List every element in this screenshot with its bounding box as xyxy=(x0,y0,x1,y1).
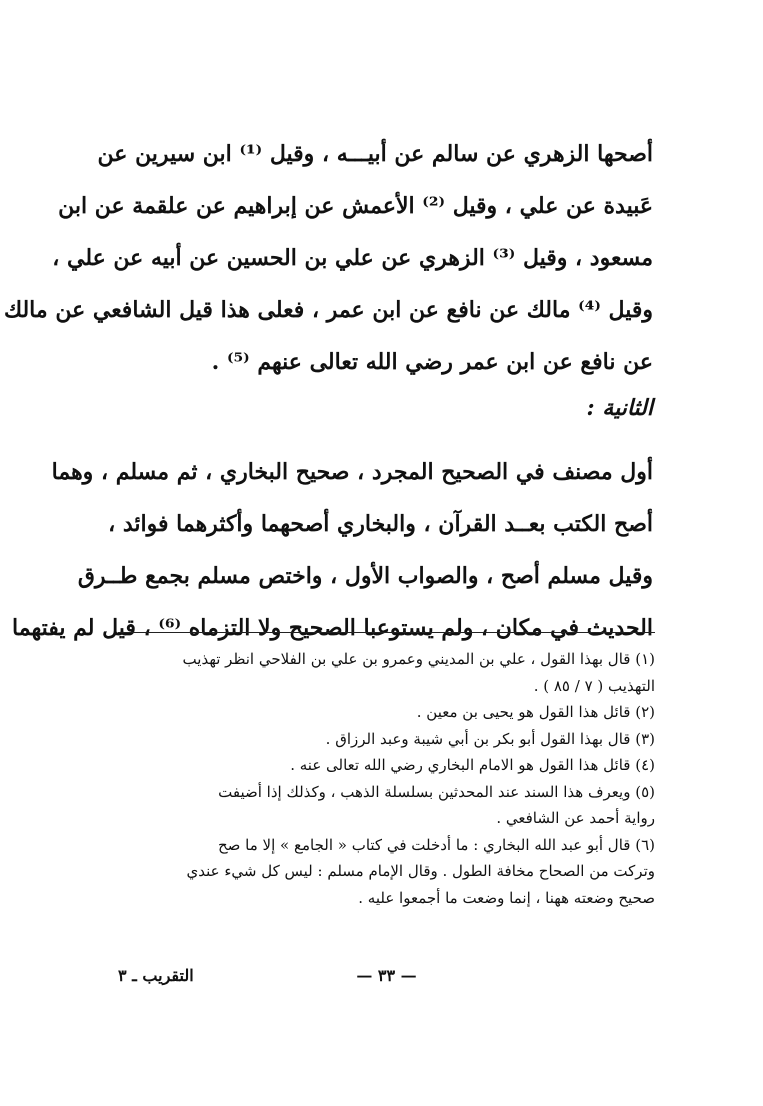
footnote-line: وتركت من الصحاح مخافة الطول . وقال الإمام مسلم : ليس كل شيء عندي xyxy=(186,862,655,880)
footnote-line: التهذيب ( ٧ / ٨٥ ) . xyxy=(533,676,655,695)
text-line: وقيل مسلم أصح ، والصواب الأول ، واختص مسلم بجمع طــرق xyxy=(77,563,653,589)
footnote-line: (٤) قائل هذا القول هو الامام البخاري رضي الله تعالى عنه . xyxy=(290,756,655,774)
text-line: الحديث في مكان ، ولم يستوعبا الصحيح ولا التزماه ⁽⁶⁾ ، قيل لم يفتهما xyxy=(12,615,653,641)
footnote-line: (٣) قال بهذا القول أبو بكر بن أبي شيبة وعبد الرزاق . xyxy=(325,729,655,748)
footnote-line: (١) قال بهذا القول ، علي بن المديني وعمرو بن علي بن الفلاحي انظر تهذيب xyxy=(182,650,655,668)
book-label: التقريب ـ ٣ xyxy=(118,966,194,985)
footnote-line: صحيح وضعته ههنا ، إنما وضعت ما أجمعوا عليه . xyxy=(358,888,655,907)
text-line: أصحها الزهري عن سالم عن أبيـــه ، وقيل ⁽¹⁾ ابن سيرين عن xyxy=(97,141,653,167)
text-line: عن نافع عن ابن عمر رضي الله تعالى عنهم ⁽⁵⁾ . xyxy=(211,349,653,375)
text-line: أول مصنف في الصحيح المجرد ، صحيح البخاري ، ثم مسلم ، وهما xyxy=(51,459,653,485)
footnote-line: (٥) ويعرف هذا السند عند المحدثين بسلسلة الذهب ، وكذلك إذا أضيفت xyxy=(218,782,655,801)
footnotes-block xyxy=(118,646,655,911)
text-line: مسعود ، وقيل ⁽³⁾ الزهري عن علي بن الحسين عن أبيه عن علي ، xyxy=(52,245,653,271)
page-number: — ٣٣ — xyxy=(356,966,417,985)
footnote-line: (٦) قال أبو عبد الله البخاري : ما أدخلت في كتاب « الجامع » إلا ما صح xyxy=(217,835,655,854)
section-heading: الثانية : xyxy=(586,395,653,421)
text-line: وقيل ⁽⁴⁾ مالك عن نافع عن ابن عمر ، فعلى هذا قيل الشافعي عن مالك xyxy=(3,297,653,323)
footnote-line: رواية أحمد عن الشافعي . xyxy=(496,809,655,827)
text-line: أصح الكتب بعــد القرآن ، والبخاري أصحهما وأكثرهما فوائد ، xyxy=(108,511,653,537)
footnote-divider xyxy=(118,632,655,633)
footnote-line: (٢) قائل هذا القول هو يحيى بن معين . xyxy=(416,703,655,721)
text-line: عَبيدة عن علي ، وقيل ⁽²⁾ الأعمش عن إبراهيم عن علقمة عن ابن xyxy=(58,193,653,219)
main-text-block xyxy=(3,128,653,654)
page-footer xyxy=(118,966,655,994)
